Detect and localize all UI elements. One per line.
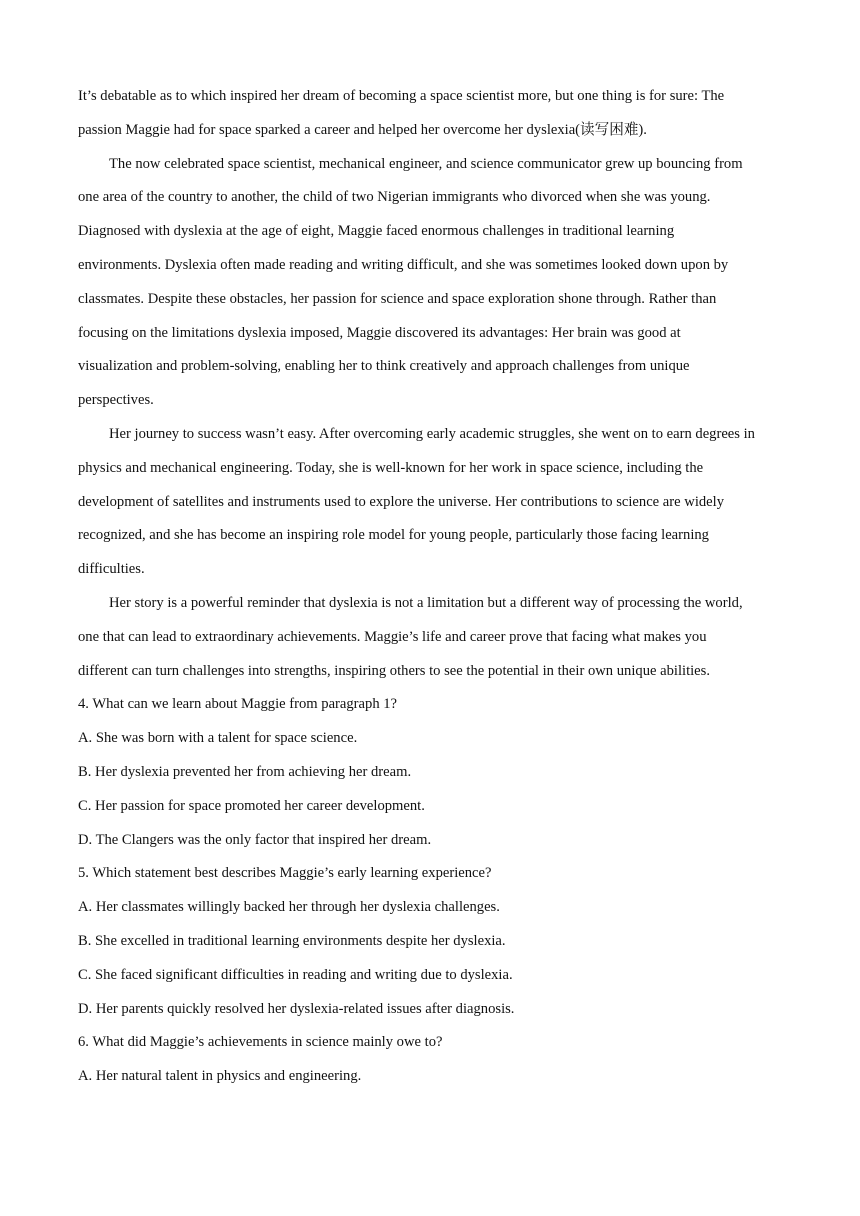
passage-line: It’s debatable as to which inspired her dream of becoming a space scientist more, but one thing is for sure: The: [78, 88, 725, 104]
passage-line: The now celebrated space scientist, mechanical engineer, and science communicator grew up bouncing from: [109, 155, 743, 172]
answer-option-a: A. She was born with a talent for space science.: [78, 730, 358, 747]
passage-line: visualization and problem-solving, enabling her to think creatively and approach challenges from unique: [78, 358, 690, 375]
question-5: [78, 857, 782, 1026]
question-6: [78, 1026, 782, 1094]
passage-line: development of satellites and instruments used to explore the universe. Her contributions to science are widely: [78, 493, 724, 510]
passage-line: different can turn challenges into strengths, inspiring others to see the potential in their own unique abilities.: [78, 662, 710, 679]
passage-line: recognized, and she has become an inspiring role model for young people, particularly those facing learning: [78, 527, 709, 544]
passage-line: Diagnosed with dyslexia at the age of eight, Maggie faced enormous challenges in traditional learning: [78, 223, 675, 240]
answer-option-a: A. Her classmates willingly backed her through her dyslexia challenges.: [78, 899, 500, 916]
answer-option-b: B. She excelled in traditional learning environments despite her dyslexia.: [78, 932, 506, 949]
passage-line: passion Maggie had for space sparked a career and helped her overcome her dyslexia(读写困难).: [78, 121, 647, 138]
answer-option-b: B. Her dyslexia prevented her from achieving her dream.: [78, 763, 412, 780]
passage-line: perspectives.: [78, 392, 154, 409]
question-4: [78, 688, 782, 857]
passage-line: focusing on the limitations dyslexia imposed, Maggie discovered its advantages: Her brain was good at: [78, 324, 681, 341]
passage-line: environments. Dyslexia often made reading and writing difficult, and she was sometimes looked down upon by: [78, 256, 729, 273]
paragraph-1: [78, 80, 782, 148]
answer-option-c: C. Her passion for space promoted her career development.: [78, 797, 425, 814]
passage-line: classmates. Despite these obstacles, her passion for science and space exploration shone through. Rather than: [78, 290, 717, 307]
answer-option-d: D. Her parents quickly resolved her dyslexia-related issues after diagnosis.: [78, 1000, 515, 1017]
passage-line: one that can lead to extraordinary achievements. Maggie’s life and career prove that facing what makes you: [78, 628, 707, 645]
answer-option-c: C. She faced significant difficulties in reading and writing due to dyslexia.: [78, 966, 513, 983]
passage-line: difficulties.: [78, 561, 145, 578]
question-stem: 5. Which statement best describes Maggie’s early learning experience?: [78, 865, 492, 882]
passage-line: Her story is a powerful reminder that dyslexia is not a limitation but a different way of processing the world,: [109, 594, 743, 611]
passage-line: one area of the country to another, the child of two Nigerian immigrants who divorced when she was young.: [78, 189, 711, 206]
question-stem: 6. What did Maggie’s achievements in science mainly owe to?: [78, 1034, 443, 1051]
passage-line: physics and mechanical engineering. Today, she is well-known for her work in space science, including the: [78, 459, 704, 476]
answer-option-d: D. The Clangers was the only factor that inspired her dream.: [78, 831, 432, 848]
reading-passage: [78, 80, 782, 688]
passage-line: Her journey to success wasn’t easy. After overcoming early academic struggles, she went on to earn degrees in: [109, 425, 755, 442]
paragraph-4: [78, 587, 782, 688]
answer-option-a: A. Her natural talent in physics and engineering.: [78, 1068, 362, 1085]
questions: [78, 688, 782, 1094]
paragraph-3: [78, 418, 782, 587]
question-stem: 4. What can we learn about Maggie from paragraph 1?: [78, 696, 398, 713]
document-page: [78, 80, 782, 1094]
paragraph-2: [78, 148, 782, 418]
